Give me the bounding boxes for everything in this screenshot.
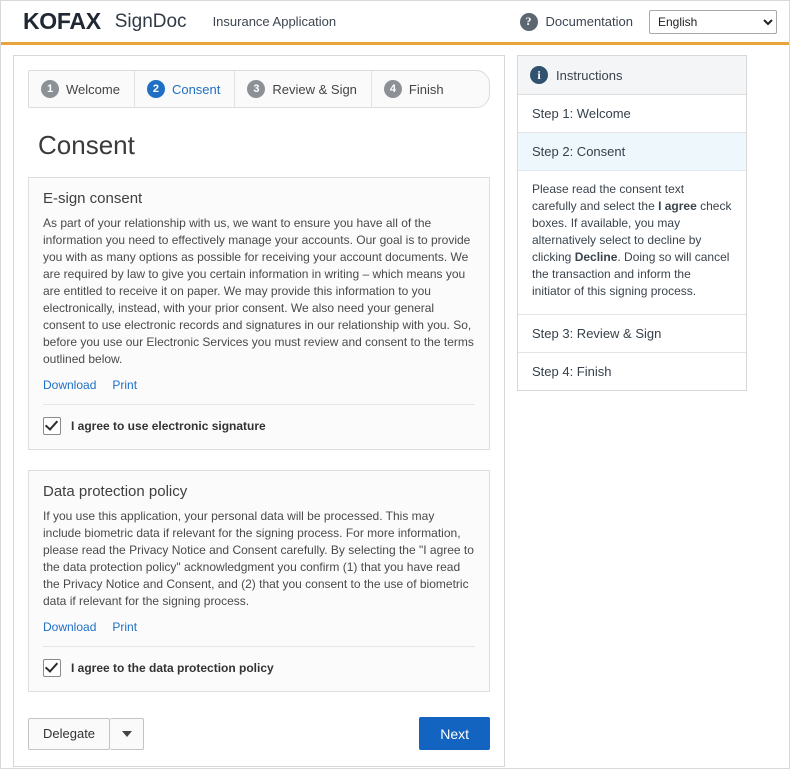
data-protection-checkbox[interactable]: [43, 659, 61, 677]
card-title: Data protection policy: [43, 483, 188, 500]
chevron-down-icon: [122, 731, 132, 737]
language-select[interactable]: [649, 10, 777, 34]
step-label: Finish: [408, 81, 444, 97]
delegate-button[interactable]: Delegate: [28, 718, 110, 750]
step-number: 4: [384, 80, 402, 98]
instructions-title: Instructions: [556, 67, 623, 83]
download-link[interactable]: Download: [43, 620, 97, 634]
app-header: [1, 1, 789, 45]
step-number: 1: [41, 80, 59, 98]
instructions-item-finish[interactable]: Step 4: Finish: [518, 353, 746, 390]
kofax-logo: KOFAX: [23, 8, 101, 34]
product-name: SignDoc: [114, 10, 187, 32]
card-text: If you use this application, your personal data will be processed. This may include biometric data if relevant for the signing process. For more information, please read the Privacy Notice and Consent carefully. By selecting the "I agree to the data protection policy" acknowledgment you confirm (1) that you have read the Privacy Notice and Consent, and (2) that you consent to the use of biometric data if relevant for the signing process.: [43, 509, 474, 608]
card-links: [43, 620, 475, 634]
card-links: [43, 378, 475, 392]
header-actions: [520, 10, 777, 34]
documentation-link[interactable]: Documentation: [545, 14, 633, 29]
main-footer: [28, 717, 490, 750]
instructions-header: [518, 56, 746, 95]
step-number: 2: [147, 80, 165, 98]
instructions-body-part3: . Doing so will cancel the transaction and inform the initiator of this signing process.: [532, 250, 730, 298]
data-protection-checkbox-row[interactable]: [43, 646, 475, 677]
info-icon: i: [530, 66, 548, 84]
step-review-sign[interactable]: [234, 71, 371, 107]
esign-consent-checkbox[interactable]: [43, 417, 61, 435]
instructions-panel: [517, 55, 747, 391]
instructions-body-part1: Please read the consent text carefully and select the: [532, 182, 685, 213]
instructions-item-review-sign[interactable]: Step 3: Review & Sign: [518, 315, 746, 353]
main-panel: [13, 55, 505, 767]
instructions-body: [518, 171, 746, 315]
instructions-body-part2: check boxes. If available, you may alternatively select to decline by clicking: [532, 199, 732, 264]
esign-consent-card: [28, 177, 490, 450]
step-label: Review & Sign: [272, 81, 357, 97]
data-protection-checkbox-label: I agree to the data protection policy: [71, 661, 274, 675]
help-icon[interactable]: ?: [520, 13, 538, 31]
card-title: E-sign consent: [43, 190, 143, 207]
next-button[interactable]: Next: [419, 717, 490, 750]
instructions-body-bold1: I agree: [658, 199, 697, 213]
instructions-item-consent[interactable]: Step 2: Consent: [518, 133, 746, 171]
card-text: As part of your relationship with us, we want to ensure you have all of the information you need to effectively manage your accounts. Our goal is to provide you with as many options as possible for receiving your account documents. We are required by law to give you certain information in writing – which means you are entitled to receive it on paper. We may provide this information to you electronically, instead, with your prior consent. We also need your general consent to use electronic records and signatures in our relationship with you. So, before you use our Electronic Services you must review and consent to the terms outlined below.: [43, 216, 474, 366]
step-number: 3: [247, 80, 265, 98]
print-link[interactable]: Print: [112, 620, 138, 634]
body-area: [1, 45, 789, 767]
step-consent[interactable]: [134, 71, 234, 107]
instructions-item-welcome[interactable]: Step 1: Welcome: [518, 95, 746, 133]
esign-consent-checkbox-row[interactable]: [43, 404, 475, 435]
download-link[interactable]: Download: [43, 378, 97, 392]
instructions-body-bold2: Decline: [574, 250, 618, 264]
print-link[interactable]: Print: [112, 378, 138, 392]
step-label: Consent: [171, 81, 221, 97]
step-finish[interactable]: [371, 71, 458, 107]
esign-consent-checkbox-label: I agree to use electronic signature: [71, 419, 266, 433]
page-title: Consent: [38, 130, 135, 160]
step-label: Welcome: [66, 81, 120, 97]
data-protection-card: [28, 470, 490, 692]
step-bar: [28, 70, 490, 108]
delegate-dropdown-button[interactable]: [110, 718, 144, 750]
delegate-split-button: [28, 718, 144, 750]
document-title: Insurance Application: [212, 14, 337, 29]
step-welcome[interactable]: [29, 71, 134, 107]
